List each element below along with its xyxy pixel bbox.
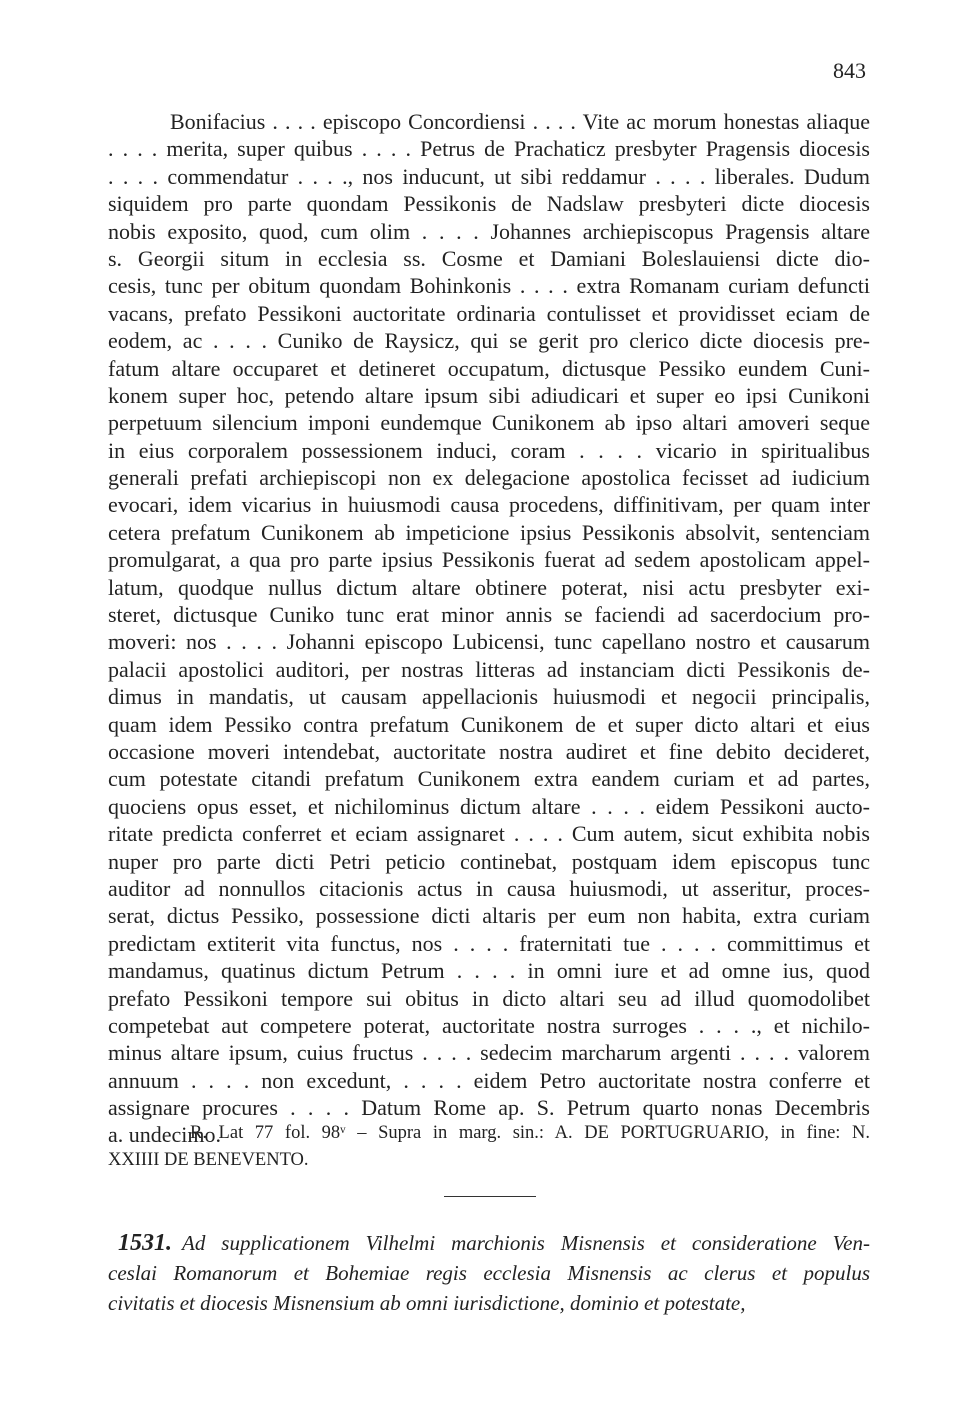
regest-text: Ad supplicationem Vilhelmi marchionis Misnensis et consideratione Ven- — [182, 1231, 870, 1255]
body-line: s. Georgii situm in ecclesia ss. Cosme et Damiani Boleslauiensi dicte dio- — [108, 245, 870, 271]
body-line: minus altare ipsum, cuius fructus . . . . sedecim marcharum argenti . . . . valorem — [108, 1040, 870, 1066]
section-divider — [444, 1196, 536, 1197]
main-text — [108, 108, 870, 1149]
body-line: Bonifacius . . . . episcopo Concordiensi . . . . Vite ac morum honestas aliaque — [170, 109, 870, 134]
body-line: cesis, tunc per obitum quondam Bohinkonis . . . . extra Romanam curiam defuncti — [108, 273, 870, 299]
body-line: cetera prefatum Cunikonem ab impeticione ipsius Pessikonis absolvit, sentenciam — [108, 519, 870, 545]
body-line: cum potestate citandi prefatum Cunikonem extra eandem curiam et ad partes, — [108, 766, 870, 792]
body-line: fatum altare occuparet et detineret occupatum, dictusque Pessiko eundem Cuni- — [108, 355, 870, 381]
body-line: perpetuum silencium imponi eundemque Cunikonem ab ipso altari amoveri seque — [108, 410, 870, 436]
source-line: R. Lat 77 fol. 98ᵛ – Supra in marg. sin.: A. DE PORTUGRUARIO, in fine: N. — [190, 1123, 870, 1143]
body-line: in eius corporalem possessionem induci, coram . . . . vicario in spiritualibus — [108, 437, 870, 463]
body-line: promulgarat, a qua pro parte ipsius Pessikonis fuerat ad sedem apostolicam appel- — [108, 547, 870, 573]
regest-number: 1531. — [118, 1230, 172, 1256]
body-line: evocari, idem vicarius in huiusmodi causa procedens, diffinitivam, per quam inter — [108, 492, 870, 518]
body-line: . . . . merita, super quibus . . . . Petrus de Prachaticz presbyter Pragensis diocesis — [108, 136, 870, 162]
body-line: konem super hoc, petendo altare ipsum sibi adiudicari et super eo ipsi Cunikoni — [108, 382, 870, 408]
body-line: siquidem pro parte quondam Pessikonis de Nadslaw presbyteri dicte diocesis — [108, 191, 870, 217]
page-number: 843 — [833, 58, 866, 83]
body-line: quam idem Pessiko contra prefatum Cunikonem de et super dicto altari et eius — [108, 711, 870, 737]
body-line: ritate predicta conferret et eciam assignaret . . . . Cum autem, sicut exhibita nobis — [108, 821, 870, 847]
body-line: quociens opus esset, et nichilominus dictum altare . . . . eidem Pessikoni aucto- — [108, 793, 870, 819]
body-line: occasione moveri intendebat, auctoritate nostra audiret et fine debito decideret, — [108, 738, 870, 764]
body-line: nobis exposito, quod, cum olim . . . . Johannes archiepiscopus Pragensis altare — [108, 218, 870, 244]
body-line: a. undecimo. — [108, 1122, 222, 1148]
body-line: latum, quodque nullus dictum altare obtinere poterat, nisi actu presbyter exi- — [108, 574, 870, 600]
body-line: serat, dictus Pessiko, possessione dicti altaris per eum non habita, extra curiam — [108, 903, 870, 929]
body-line: nuper pro parte dicti Petri peticio continebat, postquam idem episcopus tunc — [108, 848, 870, 874]
body-line: competebat aut competere poterat, auctoritate nostra surroges . . . ., et nichilo- — [108, 1012, 870, 1038]
body-line: prefato Pessikoni tempore sui obitus in dicto altari seu ad illud quomodolibet — [108, 985, 870, 1011]
regest-line: civitatis et diocesis Misnensium ab omni iurisdictione, dominio et potestate, — [108, 1291, 746, 1315]
regest-heading — [108, 1228, 870, 1318]
body-line: vacans, prefato Pessikoni auctoritate ordinaria contulisset et providisset eciam de — [108, 300, 870, 326]
body-line: palacii apostolici auditori, per nostras litteras ad instanciam dicti Pessikonis de- — [108, 656, 870, 682]
body-line: predictam extiterit vita functus, nos . . . . fraternitati tue . . . . committimus et — [108, 930, 870, 956]
body-line: dimus in mandatis, ut causam appellacionis huiusmodi et negocii principalis, — [108, 684, 870, 710]
regest-line — [108, 1228, 870, 1258]
body-line: mandamus, quatinus dictum Petrum . . . . in omni iure et ad omne ius, quod — [108, 958, 870, 984]
regest-line: ceslai Romanorum et Bohemiae regis ecclesia Misnensis ac clerus et populus — [108, 1261, 870, 1285]
source-note — [108, 1120, 870, 1174]
body-line: . . . . commendatur . . . ., nos inducunt, ut sibi reddamur . . . . liberales. Dudum — [108, 163, 870, 189]
body-line: annuum . . . . non excedunt, . . . . eidem Petro auctoritate nostra conferre et — [108, 1067, 870, 1093]
source-line: XXIIII DE BENEVENTO. — [108, 1150, 309, 1170]
body-line: steret, dictusque Cuniko tunc erat minor annis se faciendi ad sacerdocium pro- — [108, 602, 870, 628]
body-line: moveri: nos . . . . Johanni episcopo Lubicensi, tunc capellano nostro et causarum — [108, 629, 870, 655]
body-line: generali prefati archiepiscopi non ex delegacione apostolica fecisset ad iudicium — [108, 465, 870, 491]
body-line: assignare procures . . . . Datum Rome ap. S. Petrum quarto nonas Decembris — [108, 1095, 870, 1121]
body-line: auditor ad nonnullos citacionis actus in causa huiusmodi, ut asseritur, proces- — [108, 875, 870, 901]
body-line: eodem, ac . . . . Cuniko de Raysicz, qui se gerit pro clerico dicte diocesis pre- — [108, 328, 870, 354]
